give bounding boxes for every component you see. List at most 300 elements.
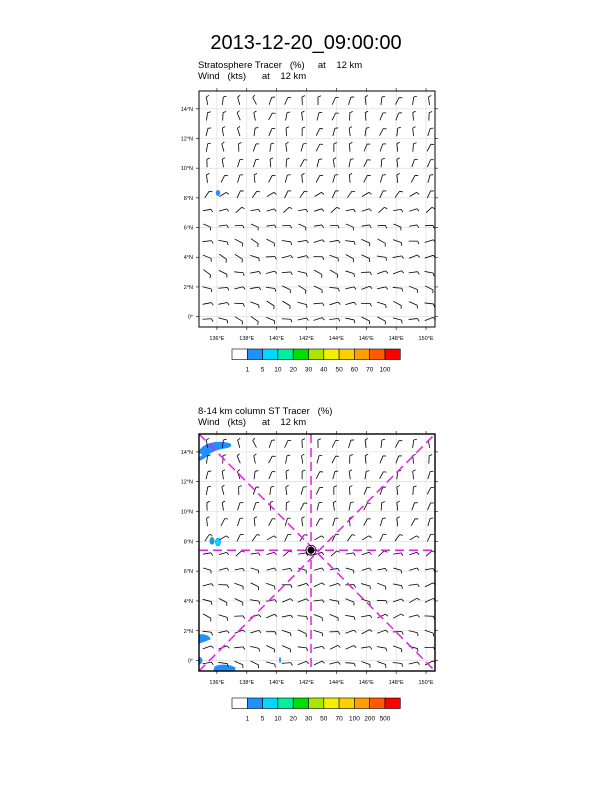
wind-barb bbox=[285, 97, 288, 104]
wind-barb-feather bbox=[243, 568, 245, 571]
wind-barb-feather bbox=[207, 173, 210, 175]
wind-barb-feather bbox=[259, 287, 261, 290]
lat-tick-label: 4°N bbox=[183, 255, 193, 262]
colorbar-swatch bbox=[247, 698, 262, 709]
wind-barb bbox=[252, 535, 257, 542]
lat-tick-label: 12°N bbox=[180, 136, 193, 143]
wind-barb bbox=[254, 128, 255, 136]
wind-barb bbox=[409, 598, 417, 602]
wind-barb bbox=[409, 662, 418, 664]
panel1-title-line1: Stratosphere Tracer (%) at 12 km bbox=[198, 60, 363, 71]
wind-barb-feather bbox=[291, 663, 293, 666]
wind-barb bbox=[349, 471, 350, 479]
wind-barb bbox=[282, 286, 290, 290]
wind-barb bbox=[413, 487, 414, 495]
wind-barb-feather bbox=[211, 584, 213, 587]
wind-barb bbox=[285, 440, 288, 447]
wind-barb bbox=[238, 97, 240, 105]
wind-barb-feather bbox=[227, 209, 229, 212]
wind-barb-feather bbox=[253, 438, 255, 440]
wind-barb bbox=[269, 128, 272, 135]
wind-barb bbox=[316, 472, 320, 479]
panel2-title-line2: Wind (kts) at 12 km bbox=[198, 417, 307, 428]
wind-barb bbox=[362, 209, 370, 211]
wind-barb-feather bbox=[243, 273, 244, 276]
wind-barb-feather bbox=[349, 173, 352, 175]
wind-barb-feather bbox=[290, 568, 292, 571]
wind-barb-feather bbox=[385, 568, 387, 571]
wind-barb-feather bbox=[222, 158, 225, 160]
wind-barb-feather bbox=[222, 142, 225, 144]
wind-barb bbox=[218, 240, 227, 242]
wind-barb bbox=[301, 487, 303, 495]
wind-barb bbox=[393, 553, 401, 554]
wind-barb bbox=[237, 534, 240, 541]
wind-barb bbox=[250, 271, 259, 273]
wind-barb bbox=[253, 159, 255, 167]
wind-barb bbox=[316, 519, 320, 526]
wind-barb bbox=[203, 662, 212, 664]
wind-barb-feather bbox=[302, 439, 305, 440]
wind-barb-feather bbox=[385, 225, 386, 228]
wind-barb-feather bbox=[271, 143, 274, 144]
wind-barb bbox=[397, 159, 398, 167]
lat-tick-label: 6°N bbox=[183, 225, 193, 232]
wind-barb-feather bbox=[418, 633, 419, 636]
wind-barb bbox=[393, 584, 402, 586]
wind-barb bbox=[381, 97, 382, 105]
wind-barb-feather bbox=[386, 287, 388, 290]
wind-barb bbox=[207, 175, 208, 183]
wind-barb bbox=[427, 191, 430, 198]
wind-barb-feather bbox=[223, 96, 226, 97]
wind-barb-feather bbox=[365, 454, 368, 455]
wind-barb-feather bbox=[365, 111, 368, 112]
wind-barb bbox=[269, 440, 272, 448]
wind-barb bbox=[203, 631, 212, 632]
lat-tick-label: 10°N bbox=[180, 509, 193, 516]
colorbar bbox=[232, 698, 400, 723]
colorbar-swatch bbox=[370, 349, 385, 360]
wind-barb bbox=[254, 175, 255, 183]
lat-tick-label: 6°N bbox=[183, 569, 193, 576]
colorbar-label: 1 bbox=[245, 715, 250, 723]
wind-barb bbox=[410, 192, 417, 196]
wind-barb bbox=[332, 534, 335, 541]
wind-barb-feather bbox=[333, 158, 336, 160]
wind-barb-feather bbox=[211, 289, 212, 292]
wind-barb bbox=[330, 302, 339, 305]
wind-barb bbox=[314, 614, 322, 617]
wind-barb bbox=[237, 113, 240, 120]
wind-barb-feather bbox=[370, 647, 372, 650]
wind-barb bbox=[203, 241, 212, 242]
wind-barb bbox=[428, 471, 430, 479]
wind-barb bbox=[266, 317, 274, 321]
wind-barb-feather bbox=[286, 470, 289, 471]
wind-barb bbox=[251, 568, 259, 570]
wind-barb bbox=[347, 191, 352, 198]
wind-barb bbox=[282, 319, 291, 320]
wind-barb bbox=[314, 318, 323, 321]
wind-barb-feather bbox=[433, 304, 434, 307]
wind-barb bbox=[413, 440, 414, 448]
wind-barb-feather bbox=[354, 242, 355, 245]
wind-barb bbox=[393, 646, 401, 649]
wind-barb bbox=[362, 317, 370, 321]
wind-barb-feather bbox=[227, 287, 229, 290]
wind-barb-feather bbox=[321, 192, 324, 194]
wind-barb bbox=[428, 518, 430, 526]
wind-barb-feather bbox=[304, 191, 307, 192]
wind-barb bbox=[314, 286, 322, 290]
wind-barb-feather bbox=[338, 240, 340, 243]
wind-barb-feather bbox=[397, 158, 400, 160]
wind-barb bbox=[221, 519, 225, 526]
wind-barb-feather bbox=[222, 501, 225, 503]
colorbar-swatch bbox=[385, 698, 400, 709]
wind-barb bbox=[427, 503, 430, 510]
wind-barb bbox=[218, 303, 227, 305]
wind-barb bbox=[282, 568, 290, 569]
wind-barb-feather bbox=[274, 552, 276, 555]
wind-barb bbox=[380, 534, 383, 541]
wind-barb-feather bbox=[243, 647, 245, 650]
wind-barb-feather bbox=[227, 242, 228, 245]
wind-barb-feather bbox=[350, 502, 353, 503]
wind-barb bbox=[236, 207, 242, 212]
wind-barb bbox=[250, 287, 259, 288]
wind-barb bbox=[285, 191, 288, 198]
wind-barb-feather bbox=[333, 501, 336, 503]
wind-barb-feather bbox=[254, 454, 257, 456]
lat-tick-label: 2°N bbox=[183, 284, 193, 291]
wind-barb bbox=[316, 487, 320, 494]
wind-barb bbox=[254, 113, 256, 121]
wind-barb bbox=[331, 207, 337, 212]
wind-barb bbox=[428, 97, 429, 105]
wind-barb bbox=[314, 240, 323, 243]
wind-barb-feather bbox=[349, 142, 352, 143]
wind-barb bbox=[285, 534, 288, 541]
wind-barb-feather bbox=[222, 470, 225, 472]
wind-barb-feather bbox=[259, 209, 261, 212]
wind-barb bbox=[413, 144, 414, 152]
wind-barb bbox=[361, 647, 370, 648]
wind-barb bbox=[250, 646, 259, 648]
wind-barb-feather bbox=[270, 158, 273, 159]
colorbar-swatch bbox=[354, 698, 369, 709]
wind-barb bbox=[428, 175, 430, 183]
wind-barb bbox=[203, 614, 211, 618]
wind-barb bbox=[365, 440, 366, 448]
wind-barb bbox=[267, 552, 275, 554]
wind-barb bbox=[206, 128, 208, 136]
wind-barb bbox=[285, 518, 287, 526]
wind-barb bbox=[254, 518, 255, 526]
wind-barb-feather bbox=[322, 240, 324, 242]
colorbar-label: 5 bbox=[260, 366, 265, 374]
wind-barb-feather bbox=[211, 662, 213, 665]
wind-barb-feather bbox=[257, 535, 260, 536]
map-frame bbox=[199, 91, 435, 327]
wind-barb bbox=[395, 535, 400, 542]
wind-barb-feather bbox=[322, 600, 324, 603]
wind-barb bbox=[349, 175, 350, 183]
wind-barb bbox=[362, 536, 369, 540]
lon-tick-label: 140°E bbox=[269, 680, 285, 686]
wind-barb-feather bbox=[397, 485, 400, 487]
wind-barb bbox=[345, 271, 354, 274]
wind-barb bbox=[267, 209, 275, 211]
wind-barb bbox=[300, 160, 304, 167]
wind-barb bbox=[235, 568, 243, 570]
colorbar-label: 20 bbox=[289, 366, 297, 374]
wind-barb bbox=[377, 568, 385, 569]
wind-barb bbox=[380, 191, 383, 198]
wind-barb-feather bbox=[322, 552, 324, 555]
wind-barb-feather bbox=[274, 192, 277, 194]
wind-barb-feather bbox=[211, 319, 213, 322]
lon-tick-label: 150°E bbox=[418, 336, 434, 342]
wind-barb bbox=[234, 647, 243, 648]
wind-barb-feather bbox=[274, 209, 276, 212]
wind-barb-feather bbox=[338, 288, 339, 291]
wind-barb bbox=[251, 583, 259, 587]
wind-barb bbox=[203, 568, 211, 570]
wind-barb-feather bbox=[227, 552, 229, 555]
wind-barb bbox=[298, 302, 307, 304]
wind-barb-feather bbox=[354, 553, 356, 556]
wind-barb-feather bbox=[413, 470, 416, 472]
bottom-map-panel bbox=[181, 431, 438, 723]
wind-barb bbox=[282, 272, 291, 273]
wind-barb bbox=[333, 128, 335, 136]
wind-barb bbox=[362, 630, 370, 634]
wind-barb bbox=[365, 456, 366, 464]
wind-barb-feather bbox=[287, 455, 290, 456]
wind-barb bbox=[427, 534, 430, 541]
wind-barb bbox=[236, 551, 242, 556]
wind-barb-feather bbox=[287, 112, 290, 113]
wind-barb bbox=[409, 568, 417, 570]
wind-barb bbox=[219, 318, 228, 320]
wind-barb-feather bbox=[369, 552, 371, 554]
wind-barb bbox=[362, 225, 370, 226]
wind-barb bbox=[282, 646, 290, 649]
wind-barb bbox=[393, 240, 401, 243]
wind-barb bbox=[364, 519, 368, 526]
wind-barb-feather bbox=[226, 536, 229, 538]
wind-barb-feather bbox=[401, 614, 404, 616]
wind-barb bbox=[298, 318, 307, 320]
wind-barb bbox=[298, 630, 306, 634]
colorbar-label: 10 bbox=[274, 366, 282, 374]
wind-barb bbox=[203, 303, 212, 305]
wind-barb bbox=[409, 552, 417, 554]
colorbar-swatch bbox=[309, 349, 324, 360]
wind-barb-feather bbox=[337, 207, 340, 208]
wind-barb bbox=[282, 615, 291, 617]
wind-barb-feather bbox=[401, 209, 403, 212]
wind-barb bbox=[203, 553, 211, 554]
wind-barb bbox=[393, 318, 402, 320]
wind-barb bbox=[286, 487, 287, 495]
wind-barb bbox=[269, 97, 272, 105]
wind-barb-feather bbox=[370, 615, 372, 618]
wind-barb-feather bbox=[369, 192, 372, 194]
wind-barb-feather bbox=[338, 568, 340, 571]
wind-barb bbox=[286, 113, 287, 121]
wind-barb bbox=[203, 224, 210, 227]
wind-barb bbox=[250, 255, 259, 258]
panel1-title-line2: Wind (kts) at 12 km bbox=[198, 71, 307, 82]
wind-barb-feather bbox=[417, 568, 419, 571]
wind-barb bbox=[345, 302, 354, 304]
lat-tick-label: 0° bbox=[187, 658, 193, 665]
wind-barb-feather bbox=[397, 517, 400, 519]
wind-barb bbox=[365, 97, 366, 105]
colorbar-label: 30 bbox=[304, 715, 313, 723]
wind-barb bbox=[362, 568, 370, 570]
wind-barb-feather bbox=[349, 486, 352, 487]
wind-barb bbox=[302, 175, 303, 183]
lon-tick-label: 136°E bbox=[209, 336, 225, 342]
wind-barb bbox=[346, 209, 354, 210]
wind-barb bbox=[266, 645, 274, 649]
wind-barb-feather bbox=[338, 583, 340, 585]
wind-barb bbox=[330, 583, 339, 586]
colorbar-swatch bbox=[324, 698, 339, 709]
wind-barb-feather bbox=[402, 664, 403, 667]
wind-barb-feather bbox=[366, 471, 369, 472]
wind-barb-feather bbox=[322, 661, 325, 663]
wind-barb bbox=[413, 113, 414, 121]
wind-barb bbox=[266, 271, 275, 273]
wind-barb bbox=[237, 503, 239, 511]
wind-barb-feather bbox=[222, 485, 225, 487]
wind-barb bbox=[298, 224, 305, 227]
wind-barb-feather bbox=[302, 454, 305, 456]
wind-barb-feather bbox=[275, 288, 276, 291]
wind-barb-feather bbox=[307, 240, 309, 243]
wind-barb-feather bbox=[211, 632, 212, 635]
wind-barb bbox=[218, 662, 227, 663]
wind-barb-feather bbox=[413, 127, 416, 129]
wind-barb bbox=[203, 255, 211, 258]
tracer-shading bbox=[211, 537, 213, 540]
wind-barb-feather bbox=[237, 469, 239, 471]
wind-barb bbox=[317, 159, 319, 167]
wind-barb bbox=[203, 646, 211, 649]
wind-barb bbox=[380, 456, 383, 463]
wind-barb bbox=[346, 568, 354, 570]
wind-barb bbox=[331, 551, 337, 556]
wind-barb-feather bbox=[369, 568, 371, 571]
wind-barb bbox=[282, 599, 290, 603]
wind-barb-feather bbox=[417, 552, 419, 554]
wind-barb bbox=[426, 207, 432, 212]
wind-barb bbox=[409, 584, 418, 585]
colorbar-swatch bbox=[263, 349, 278, 360]
wind-barb-feather bbox=[418, 241, 419, 244]
colorbar-swatch bbox=[385, 349, 400, 360]
wind-barb-feather bbox=[209, 535, 212, 536]
colorbar-swatch bbox=[232, 698, 247, 709]
wind-barb bbox=[251, 224, 258, 227]
wind-barb bbox=[412, 160, 415, 168]
wind-barb bbox=[219, 270, 227, 274]
wind-barb-feather bbox=[433, 225, 434, 228]
wind-barb bbox=[426, 551, 432, 556]
wind-barb bbox=[267, 536, 274, 540]
wind-barb-feather bbox=[290, 225, 291, 228]
wind-barb bbox=[333, 471, 335, 479]
wind-barb-feather bbox=[354, 320, 355, 323]
wind-barb bbox=[253, 503, 255, 511]
wind-barb bbox=[269, 472, 272, 479]
lon-tick-label: 146°E bbox=[358, 336, 374, 342]
lat-tick-label: 10°N bbox=[180, 166, 193, 173]
wind-barb bbox=[364, 144, 367, 151]
colorbar-swatch bbox=[309, 698, 324, 709]
wind-barb bbox=[329, 662, 338, 664]
wind-barb-feather bbox=[223, 455, 226, 456]
wind-barb-feather bbox=[397, 173, 400, 175]
wind-barb bbox=[238, 175, 240, 183]
wind-barb bbox=[235, 599, 243, 603]
wind-barb-feather bbox=[206, 95, 209, 97]
wind-barb-feather bbox=[432, 207, 435, 208]
wind-barb-feather bbox=[259, 615, 261, 617]
wind-barb-feather bbox=[417, 598, 420, 600]
wind-barb bbox=[298, 240, 307, 242]
lon-tick-label: 138°E bbox=[239, 680, 255, 686]
wind-barb bbox=[413, 97, 414, 105]
wind-barb bbox=[377, 661, 385, 664]
colorbar-swatch bbox=[339, 698, 354, 709]
wind-barb bbox=[378, 551, 384, 556]
wind-barb bbox=[300, 191, 305, 198]
wind-barb bbox=[283, 207, 289, 212]
wind-barb bbox=[206, 144, 207, 152]
wind-barb bbox=[253, 144, 256, 152]
wind-barb bbox=[314, 583, 322, 587]
wind-barb bbox=[316, 144, 320, 151]
wind-barb-feather bbox=[238, 95, 241, 97]
wind-barb-feather bbox=[253, 95, 255, 97]
wind-barb bbox=[253, 97, 257, 104]
wind-barb-feather bbox=[429, 455, 432, 456]
wind-barb bbox=[346, 553, 354, 554]
tracer-shading bbox=[216, 190, 220, 196]
lon-tick-label: 136°E bbox=[209, 680, 225, 686]
colorbar-label: 50 bbox=[335, 366, 343, 374]
wind-barb bbox=[345, 663, 354, 664]
wind-barb bbox=[332, 113, 336, 120]
wind-barb-feather bbox=[223, 112, 226, 113]
colorbar-label: 50 bbox=[320, 715, 328, 723]
wind-barb bbox=[364, 175, 368, 182]
colorbar-label: 5 bbox=[260, 715, 265, 723]
colorbar-label: 10 bbox=[274, 715, 282, 723]
tracer-shading bbox=[214, 665, 235, 671]
wind-barb-feather bbox=[291, 319, 292, 322]
wind-barb bbox=[317, 113, 319, 121]
wind-barb bbox=[219, 536, 226, 540]
wind-barb bbox=[270, 159, 271, 167]
tracer-shading bbox=[199, 635, 210, 643]
